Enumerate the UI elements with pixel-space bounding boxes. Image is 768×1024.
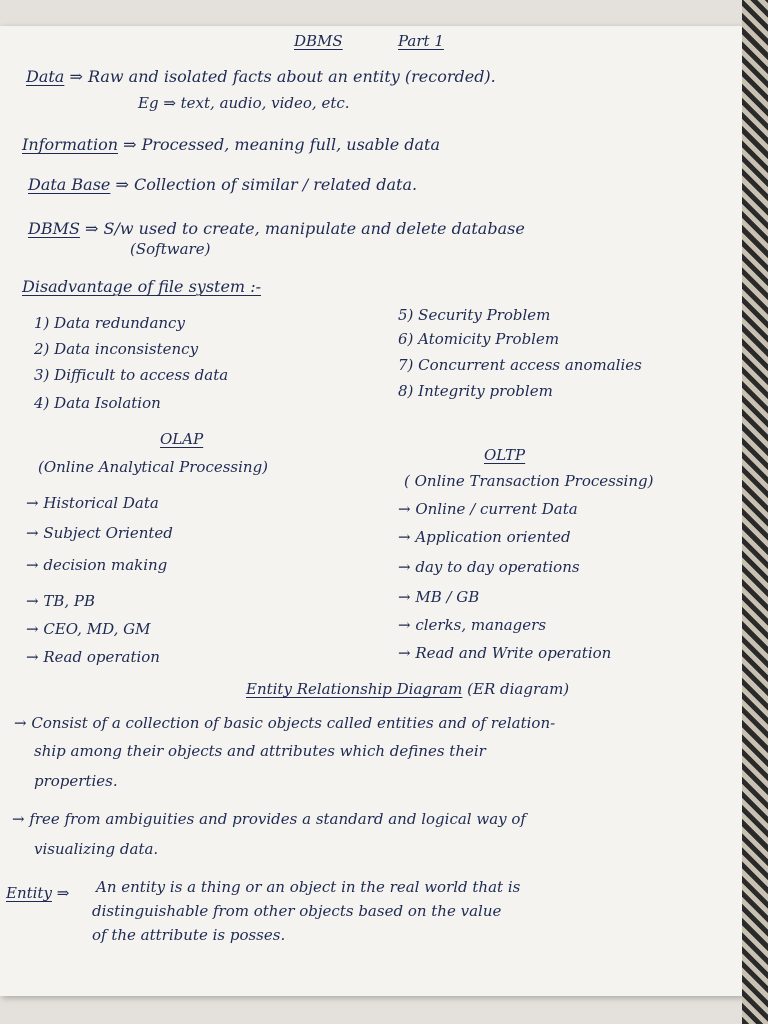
oltp-item: → Application oriented	[398, 528, 571, 546]
disadvantages-heading: Disadvantage of file system :-	[22, 277, 261, 296]
background-edge	[742, 0, 768, 1024]
olap-item: → decision making	[26, 556, 168, 574]
oltp-full-name: ( Online Transaction Processing)	[404, 472, 654, 490]
olap-item: → CEO, MD, GM	[26, 620, 151, 638]
disadvantage-item: 1) Data redundancy	[34, 314, 185, 332]
er-bullet-line: → free from ambiguities and provides a standard and logical way of	[12, 810, 526, 828]
olap-full-name: (Online Analytical Processing)	[38, 458, 269, 476]
term-entity: Entity	[6, 884, 52, 902]
oltp-heading: OLTP	[484, 446, 526, 464]
arrow: ⇒	[69, 67, 83, 86]
definition-text: Processed, meaning full, usable data	[141, 135, 440, 154]
definition-text: S/w used to create, manipulate and delete database	[103, 219, 525, 238]
oltp-item: → Read and Write operation	[398, 644, 612, 662]
disadvantage-item: 2) Data inconsistency	[34, 340, 199, 358]
arrow: ⇒	[56, 884, 70, 902]
disadvantage-item: 4) Data Isolation	[34, 394, 161, 412]
entity-term	[6, 884, 69, 902]
olap-item: → Subject Oriented	[26, 524, 173, 542]
arrow: ⇒	[115, 175, 129, 194]
oltp-item: → MB / GB	[398, 588, 480, 606]
definition-text: Collection of similar / related data.	[134, 175, 418, 194]
definition-database	[28, 176, 417, 194]
olap-item: → TB, PB	[26, 592, 96, 610]
definition-information	[22, 136, 440, 154]
er-bullet-line: ship among their objects and attributes which defines their	[34, 742, 486, 760]
definition-text: Raw and isolated facts about an entity (recorded).	[87, 67, 496, 86]
disadvantage-item: 5) Security Problem	[398, 306, 551, 324]
oltp-item: → Online / current Data	[398, 500, 578, 518]
olap-item: → Read operation	[26, 648, 160, 666]
disadvantage-item: 6) Atomicity Problem	[398, 330, 560, 348]
olap-item: → Historical Data	[26, 494, 159, 512]
definition-dbms	[28, 220, 525, 238]
term-dbms: DBMS	[28, 219, 80, 238]
arrow: ⇒	[123, 135, 137, 154]
page-part: Part 1	[398, 32, 444, 50]
oltp-item: → clerks, managers	[398, 616, 547, 634]
er-bullet-line: visualizing data.	[34, 840, 159, 858]
notebook-page	[0, 26, 744, 996]
term-information: Information	[22, 135, 119, 154]
disadvantage-item: 7) Concurrent access anomalies	[398, 356, 642, 374]
er-bullet-line: → Consist of a collection of basic objects called entities and of relation-	[14, 714, 556, 732]
entity-line: of the attribute is posses.	[92, 926, 286, 944]
term-database: Data Base	[28, 175, 111, 194]
er-heading-text: Entity Relationship Diagram	[246, 680, 463, 698]
definition-data	[26, 68, 496, 86]
entity-line: An entity is a thing or an object in the real world that is	[96, 878, 521, 896]
disadvantage-item: 3) Difficult to access data	[34, 366, 229, 384]
arrow: ⇒	[85, 219, 99, 238]
disadvantage-item: 8) Integrity problem	[398, 382, 553, 400]
entity-line: distinguishable from other objects based on the value	[92, 902, 502, 920]
term-data: Data	[26, 67, 65, 86]
er-bullet-line: properties.	[34, 772, 118, 790]
page-title: DBMS	[294, 32, 343, 50]
oltp-item: → day to day operations	[398, 558, 580, 576]
er-heading	[246, 680, 569, 698]
olap-heading: OLAP	[160, 430, 204, 448]
definition-data-example: Eg ⇒ text, audio, video, etc.	[138, 94, 350, 112]
definition-dbms-note: (Software)	[130, 240, 211, 258]
er-heading-tag: (ER diagram)	[467, 680, 570, 698]
